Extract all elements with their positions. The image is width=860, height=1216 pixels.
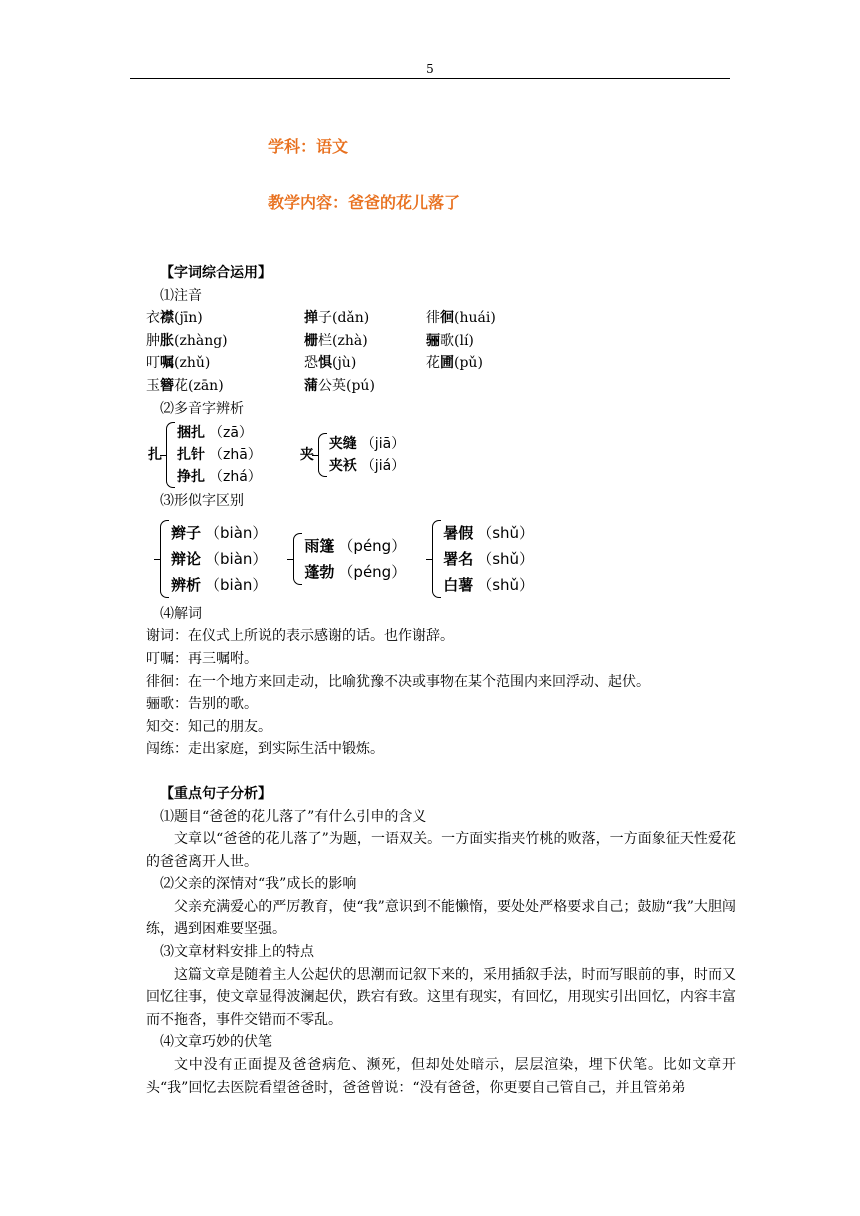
group-head-char: 扎 — [148, 446, 162, 463]
group-item — [177, 422, 262, 444]
bracket-group — [148, 422, 262, 488]
pinyin-entry — [146, 375, 304, 398]
item-pinyin: （biàn） — [205, 575, 268, 594]
item-word: 暑假 — [443, 523, 474, 542]
item-word: 扎针 — [177, 447, 205, 464]
pinyin-entry — [304, 352, 426, 375]
group-items — [443, 520, 534, 598]
definition-list — [146, 625, 736, 761]
definition-item: 徘徊：在一个地方来回走动，比喻犹豫不决或事物在某个范围内来回浮动、起伏。 — [146, 673, 650, 690]
analysis-question: ⑶文章材料安排上的特点 — [160, 944, 314, 961]
group-items — [177, 422, 262, 488]
entry-target-char: 圃 — [440, 355, 454, 372]
item-word: 辫子 — [171, 523, 202, 542]
pinyin-entry — [426, 352, 483, 375]
item-word: 挣扎 — [177, 469, 205, 486]
item-pinyin: （péng） — [338, 536, 407, 555]
definition-item: 知交：知己的朋友。 — [146, 718, 272, 735]
entry-reading: 子(dǎn) — [318, 310, 370, 327]
item-word: 夹缝 — [328, 436, 357, 453]
item-pinyin: （shǔ） — [477, 575, 535, 594]
item-word: 辨析 — [171, 575, 202, 594]
polyphone-title: ⑵多音字辨析 — [160, 400, 244, 417]
group-item — [443, 520, 534, 546]
item-word: 雨篷 — [304, 536, 335, 555]
entry-prefix: 肿 — [146, 332, 160, 349]
analysis-section-title: 【重点句子分析】 — [160, 785, 272, 802]
page-number: 5 — [426, 62, 434, 76]
definition-item: 闯练：走出家庭，到实际生活中锻炼。 — [146, 741, 384, 758]
group-item — [443, 572, 534, 598]
definition-item: 谢词：在仪式上所说的表示感谢的话。也作谢辞。 — [146, 628, 454, 645]
item-pinyin: （zhá） — [209, 469, 262, 486]
entry-target-char: 惧 — [318, 355, 332, 372]
pinyin-entry — [146, 352, 304, 375]
entry-prefix: 恐 — [304, 355, 318, 372]
item-pinyin: （jiā） — [360, 436, 406, 453]
brace-icon — [160, 520, 169, 598]
item-word: 辩论 — [171, 549, 202, 568]
group-item — [177, 466, 262, 488]
similar-title: ⑶形似字区别 — [160, 493, 244, 510]
item-pinyin: （zhā） — [209, 447, 262, 464]
bracket-group — [160, 520, 267, 598]
item-pinyin: （zā） — [209, 425, 253, 442]
entry-reading: (pǔ) — [454, 355, 483, 372]
entry-prefix: 玉 — [146, 377, 160, 394]
pinyin-title: ⑴注音 — [160, 287, 202, 304]
brace-icon — [432, 520, 441, 598]
pinyin-entry — [304, 330, 426, 353]
group-head-char: 夹 — [299, 446, 314, 463]
entry-prefix: 徘 — [426, 310, 440, 327]
content — [146, 262, 736, 1099]
bracket-group — [293, 533, 406, 585]
pinyin-entry — [304, 375, 426, 398]
pinyin-row — [146, 307, 736, 330]
entry-target-char: 蒲 — [304, 377, 318, 394]
entry-target-char: 簪 — [160, 377, 174, 394]
group-item — [329, 433, 405, 455]
analysis-answer: 这篇文章是随着主人公起伏的思潮而记叙下来的，采用插叙手法，时而写眼前的事，时而又回忆往事，使文章显得波澜起伏，跌宕有致。这里有现实，有回忆，用现实引出回忆，内容丰富而不拖沓，事件交错而不零乱。 — [146, 966, 736, 1028]
define-title: ⑷解词 — [160, 605, 202, 622]
pinyin-row — [146, 352, 736, 375]
entry-reading: 花(zān) — [174, 377, 224, 394]
entry-reading: (zhǔ) — [174, 355, 211, 372]
entry-prefix: 衣 — [146, 310, 160, 327]
entry-target-char: 襟 — [160, 310, 174, 327]
brace-icon — [293, 533, 302, 585]
entry-target-char: 胀 — [160, 332, 174, 349]
pinyin-entry — [426, 330, 474, 353]
group-items — [171, 520, 267, 598]
definition-item: 叮嘱：再三嘱咐。 — [146, 650, 258, 667]
group-items — [329, 433, 405, 477]
topic-heading: 教学内容：爸爸的花儿落了 — [268, 193, 461, 212]
entry-reading: (huái) — [454, 310, 496, 327]
entry-reading: (jīn) — [174, 310, 203, 327]
item-pinyin: （jiá） — [360, 458, 406, 475]
analysis-answer: 父亲充满爱心的严厉教育，使“我”意识到不能懒惰，要处处严格要求自己；鼓励“我”大胆闯练，遇到困难要坚强。 — [146, 898, 736, 938]
similar-figure — [160, 519, 736, 599]
vocab-section-title: 【字词综合运用】 — [160, 265, 272, 281]
group-items — [304, 533, 406, 585]
item-word: 白薯 — [443, 575, 474, 594]
item-pinyin: （shǔ） — [477, 549, 535, 568]
bracket-group — [432, 520, 534, 598]
analysis-list — [146, 806, 736, 1100]
entry-target-char: 骊 — [426, 332, 440, 349]
header-rule — [130, 78, 730, 79]
group-item — [171, 520, 267, 546]
group-item — [304, 559, 406, 585]
pinyin-entry — [146, 307, 304, 330]
brace-icon — [318, 433, 327, 477]
item-word: 夹袄 — [328, 458, 357, 475]
item-word: 蓬勃 — [304, 562, 335, 581]
polyphone-figure — [148, 422, 736, 488]
item-word: 捆扎 — [177, 425, 205, 442]
entry-reading: 歌(lí) — [440, 332, 474, 349]
entry-reading: 栏(zhà) — [318, 332, 368, 349]
analysis-question: ⑴题目“爸爸的花儿落了”有什么引申的含义 — [160, 808, 427, 825]
pinyin-grid — [146, 307, 736, 397]
item-pinyin: （péng） — [338, 562, 407, 581]
entry-prefix: 叮 — [146, 355, 160, 372]
definition-item: 骊歌：告别的歌。 — [146, 696, 258, 713]
entry-reading: (jù) — [332, 355, 357, 372]
pinyin-row — [146, 375, 736, 398]
bracket-group — [300, 433, 405, 477]
entry-reading: 公英(pú) — [318, 377, 375, 394]
entry-reading: (zhàng) — [174, 332, 228, 349]
pinyin-row — [146, 330, 736, 353]
entry-target-char: 掸 — [304, 310, 318, 327]
item-pinyin: （biàn） — [205, 549, 268, 568]
analysis-question: ⑷文章巧妙的伏笔 — [160, 1034, 272, 1051]
pinyin-entry — [146, 330, 304, 353]
pinyin-entry — [426, 307, 496, 330]
group-item — [304, 533, 406, 559]
pinyin-entry — [304, 307, 426, 330]
group-item — [171, 572, 267, 598]
group-item — [177, 444, 262, 466]
entry-target-char: 徊 — [440, 310, 454, 327]
analysis-answer: 文章以“爸爸的花儿落了”为题，一语双关。一方面实指夹竹桃的败落，一方面象征天性爱花的爸爸离开人世。 — [146, 831, 736, 870]
item-pinyin: （biàn） — [205, 523, 268, 542]
brace-icon — [166, 422, 175, 488]
group-item — [443, 546, 534, 572]
item-word: 署名 — [443, 549, 474, 568]
entry-target-char: 嘱 — [160, 355, 174, 372]
group-item — [171, 546, 267, 572]
analysis-answer: 文中没有正面提及爸爸病危、濒死，但却处处暗示，层层渲染，埋下伏笔。比如文章开头“我”回忆去医院看望爸爸时，爸爸曾说：“没有爸爸，你更要自己管自己，并且管弟弟 — [146, 1057, 736, 1096]
entry-prefix: 花 — [426, 355, 440, 372]
analysis-question: ⑵父亲的深情对“我”成长的影响 — [160, 876, 357, 893]
group-item — [329, 455, 405, 477]
item-pinyin: （shǔ） — [477, 523, 535, 542]
subject-heading: 学科：语文 — [268, 137, 349, 156]
entry-target-char: 栅 — [304, 332, 318, 349]
